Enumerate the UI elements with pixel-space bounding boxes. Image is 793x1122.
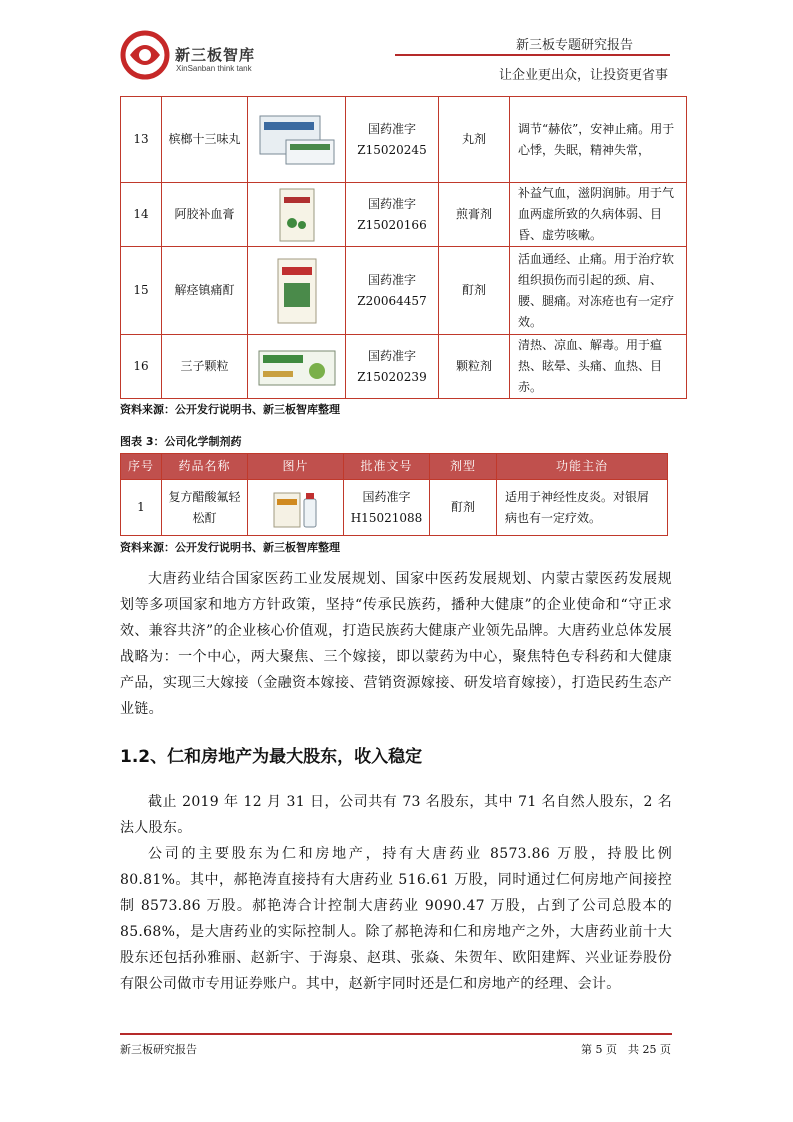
- dosage-form: 酊剂: [439, 247, 510, 335]
- header-approval: 批准文号: [344, 454, 430, 480]
- approval-prefix: 国药准字: [367, 348, 416, 363]
- drug-name: 槟榔十三味丸: [162, 97, 248, 183]
- product-image: [248, 247, 346, 335]
- header-image: 图片: [248, 454, 344, 480]
- dosage-form: 丸剂: [439, 97, 510, 183]
- pill-box-icon: [256, 110, 338, 170]
- approval-prefix: 国药准字: [362, 489, 411, 504]
- drug-name: 阿胶补血膏: [162, 183, 248, 247]
- approval-code: Z15020245: [357, 142, 427, 157]
- section-heading: 1.2、仁和房地产为最大股东，收入稳定: [120, 747, 423, 767]
- footer-page-number: 第 5 页 共 25 页: [581, 1043, 671, 1056]
- granule-box-icon: [255, 345, 339, 389]
- row-number: 14: [121, 183, 162, 247]
- logo-mark-icon: [120, 30, 170, 80]
- report-title: 新三板专题研究报告: [515, 38, 633, 53]
- drug-name: 解痉镇痛酊: [162, 247, 248, 335]
- row-number: 13: [121, 97, 162, 183]
- header-divider: [395, 54, 670, 56]
- table2-caption: 图表 3：公司化学制剂药: [120, 435, 242, 448]
- table-row: [121, 480, 668, 536]
- row-number: 15: [121, 247, 162, 335]
- tincture-box-icon: [270, 255, 324, 327]
- company-logo: [120, 30, 320, 80]
- approval-prefix: 国药准字: [367, 196, 416, 211]
- table-row: [121, 183, 687, 247]
- approval-prefix: 国药准字: [367, 121, 416, 136]
- approval-code: Z20064457: [357, 293, 427, 308]
- approval-number: [346, 183, 439, 247]
- header-number: 序号: [121, 454, 162, 480]
- logo-chinese-name: 新三板智库: [175, 46, 256, 64]
- report-slogan: 让企业更出众，让投资更省事: [498, 68, 668, 83]
- function-indication: 清热、凉血、解毒。用于瘟热、眩晕、头痛、血热、目赤。: [510, 335, 687, 399]
- dosage-form: 煎膏剂: [439, 183, 510, 247]
- drug-name: 复方醋酸氟轻松酊: [162, 480, 248, 536]
- table-header-row: [121, 454, 668, 480]
- chemical-drug-table: [120, 453, 668, 536]
- footer-divider: [120, 1033, 672, 1035]
- traditional-medicine-table: [120, 96, 687, 399]
- row-number: 1: [121, 480, 162, 536]
- shareholder-count-paragraph: 截止 2019 年 12 月 31 日，公司共有 73 名股东，其中 71 名自然人股东，2 名法人股东。: [120, 794, 672, 836]
- approval-number: [344, 480, 430, 536]
- major-shareholder-paragraph: 公司的主要股东为仁和房地产，持有大唐药业 8573.86 万股，持股比例 80.81%。其中，郝艳涛直接持有大唐药业 516.61 万股，同时通过仁何房地产间接控制 8573.86 万股。郝艳涛合计控制大唐药业 9090.47 万股，占到了公司总股本的 85.68%，是大唐药业的实际控制人。除了郝艳涛和仁和房地产之外，大唐药业前十大股东还包括孙雅丽、赵新宇、于海泉、赵琪、张焱、朱贺年、欧阳建辉、兴业证券股份有限公司做市专用证券账户。其中，赵新宇同时还是仁和房地产的经理、会计。: [120, 846, 672, 992]
- table-row: [121, 335, 687, 399]
- medicine-box-icon: [272, 187, 322, 243]
- drug-name: 三子颗粒: [162, 335, 248, 399]
- product-image: [248, 480, 344, 536]
- table-row: [121, 97, 687, 183]
- function-indication: 补益气血，滋阴润肺。用于气血两虚所致的久病体弱、目昏、虚劳咳嗽。: [510, 183, 687, 247]
- footer-report-name: 新三板研究报告: [120, 1043, 197, 1056]
- function-indication: 调节“赫依”，安神止痛。用于心悸，失眠，精神失常，: [510, 97, 687, 183]
- table2-source: 资料来源：公开发行说明书、新三板智库整理: [120, 541, 340, 554]
- approval-code: Z15020239: [357, 369, 427, 384]
- approval-number: [346, 97, 439, 183]
- table1-source: 资料来源：公开发行说明书、新三板智库整理: [120, 403, 340, 416]
- logo-english-name: XinSanban think tank: [176, 64, 252, 73]
- function-indication: 活血通经、止痛。用于治疗软组织损伤而引起的颈、肩、腰、腿痛。对冻疮也有一定疗效。: [510, 247, 687, 335]
- product-image: [248, 97, 346, 183]
- dosage-form: 酊剂: [430, 480, 497, 536]
- product-image: [248, 335, 346, 399]
- dosage-form: 颗粒剂: [439, 335, 510, 399]
- tincture-bottle-icon: [268, 485, 324, 531]
- header-function: 功能主治: [497, 454, 668, 480]
- strategy-paragraph: 大唐药业结合国家医药工业发展规划、国家中医药发展规划、内蒙古蒙医药发展规划等多项国家和地方方针政策，坚持“传承民族药，播种大健康”的企业使命和“守正求效、兼容共济”的企业核心价值观，打造民族药大健康产业领先品牌。大唐药业总体发展战略为：一个中心，两大聚焦、三个嫁接，即以蒙药为中心，聚焦特色专科药和大健康产品，实现三大嫁接（金融资本嫁接、营销资源嫁接、研发培育嫁接），打造民药生态产业链。: [120, 571, 672, 717]
- header-form: 剂型: [430, 454, 497, 480]
- function-indication: 适用于神经性皮炎。对银屑病也有一定疗效。: [497, 480, 668, 536]
- approval-number: [346, 247, 439, 335]
- approval-prefix: 国药准字: [367, 272, 416, 287]
- table-row: [121, 247, 687, 335]
- product-image: [248, 183, 346, 247]
- approval-code: H15021088: [350, 510, 423, 525]
- row-number: 16: [121, 335, 162, 399]
- header-drug-name: 药品名称: [162, 454, 248, 480]
- approval-code: Z15020166: [357, 217, 427, 232]
- approval-number: [346, 335, 439, 399]
